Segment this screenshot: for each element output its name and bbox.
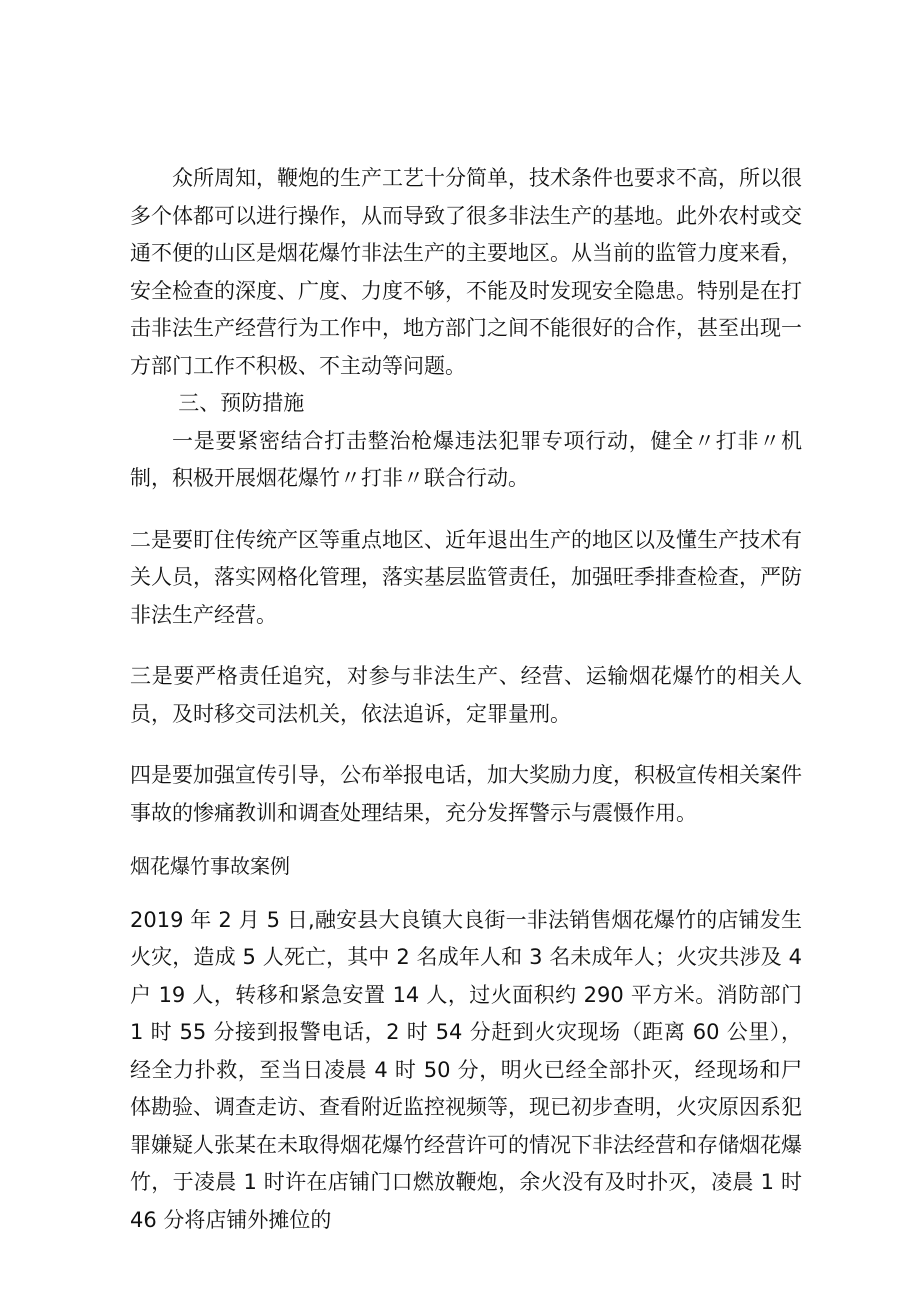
section-heading-cases: 烟花爆竹事故案例 [130, 854, 290, 878]
document-page [130, 160, 802, 1239]
paragraph-measure-1: 一是要紧密结合打击整治枪爆违法犯罪专项行动，健全〃打非〃机制，积极开展烟花爆竹〃打非〃联合行动。 [130, 428, 802, 490]
section-heading-prevention: 三、预防措施 [178, 391, 305, 415]
paragraph-measure-2: 二是要盯住传统产区等重点地区、近年退出生产的地区以及懂生产技术有关人员，落实网格化管理，落实基层监管责任，加强旺季排查检查，严防非法生产经营。 [130, 527, 802, 627]
paragraph-case-description: 2019 年 2 月 5 日,融安县大良镇大良街一非法销售烟花爆竹的店铺发生火灾，造成 5 人死亡，其中 2 名成年人和 3 名未成年人；火灾共涉及 4 户 19 人，转移和紧急安置 14 人，过火面积约 290 平方米。消防部门 1 时 55 分接到报警电话，2 时 54 分赶到火灾现场（距离 60 公里），经全力扑救，至当日凌晨 4 时 50 分，明火已经全部扑灭，经现场和尸体勘验、调查走访、查看附近监控视频等，现已初步查明，火灾原因系犯罪嫌疑人张某在未取得烟花爆竹经营许可的情况下非法经营和存储烟花爆竹，于凌晨 1 时许在店铺门口燃放鞭炮，余火没有及时扑灭，凌晨 1 时 46 分将店铺外摊位的 [130, 907, 802, 1232]
paragraph-measure-4: 四是要加强宣传引导，公布举报电话，加大奖励力度，积极宣传相关案件事故的惨痛教训和调查处理结果，充分发挥警示与震慑作用。 [130, 763, 802, 825]
paragraph-background: 众所周知，鞭炮的生产工艺十分简单，技术条件也要求不高，所以很多个体都可以进行操作，从而导致了很多非法生产的基地。此外农村或交通不便的山区是烟花爆竹非法生产的主要地区。从当前的监管力度来看，安全检查的深度、广度、力度不够，不能及时发现安全隐患。特别是在打击非法生产经营行为工作中，地方部门之间不能很好的合作，甚至出现一方部门工作不积极、不主动等问题。 [130, 166, 802, 378]
paragraph-measure-3: 三是要严格责任追究，对参与非法生产、经营、运输烟花爆竹的相关人员，及时移交司法机关，依法追诉，定罪量刑。 [130, 664, 802, 726]
